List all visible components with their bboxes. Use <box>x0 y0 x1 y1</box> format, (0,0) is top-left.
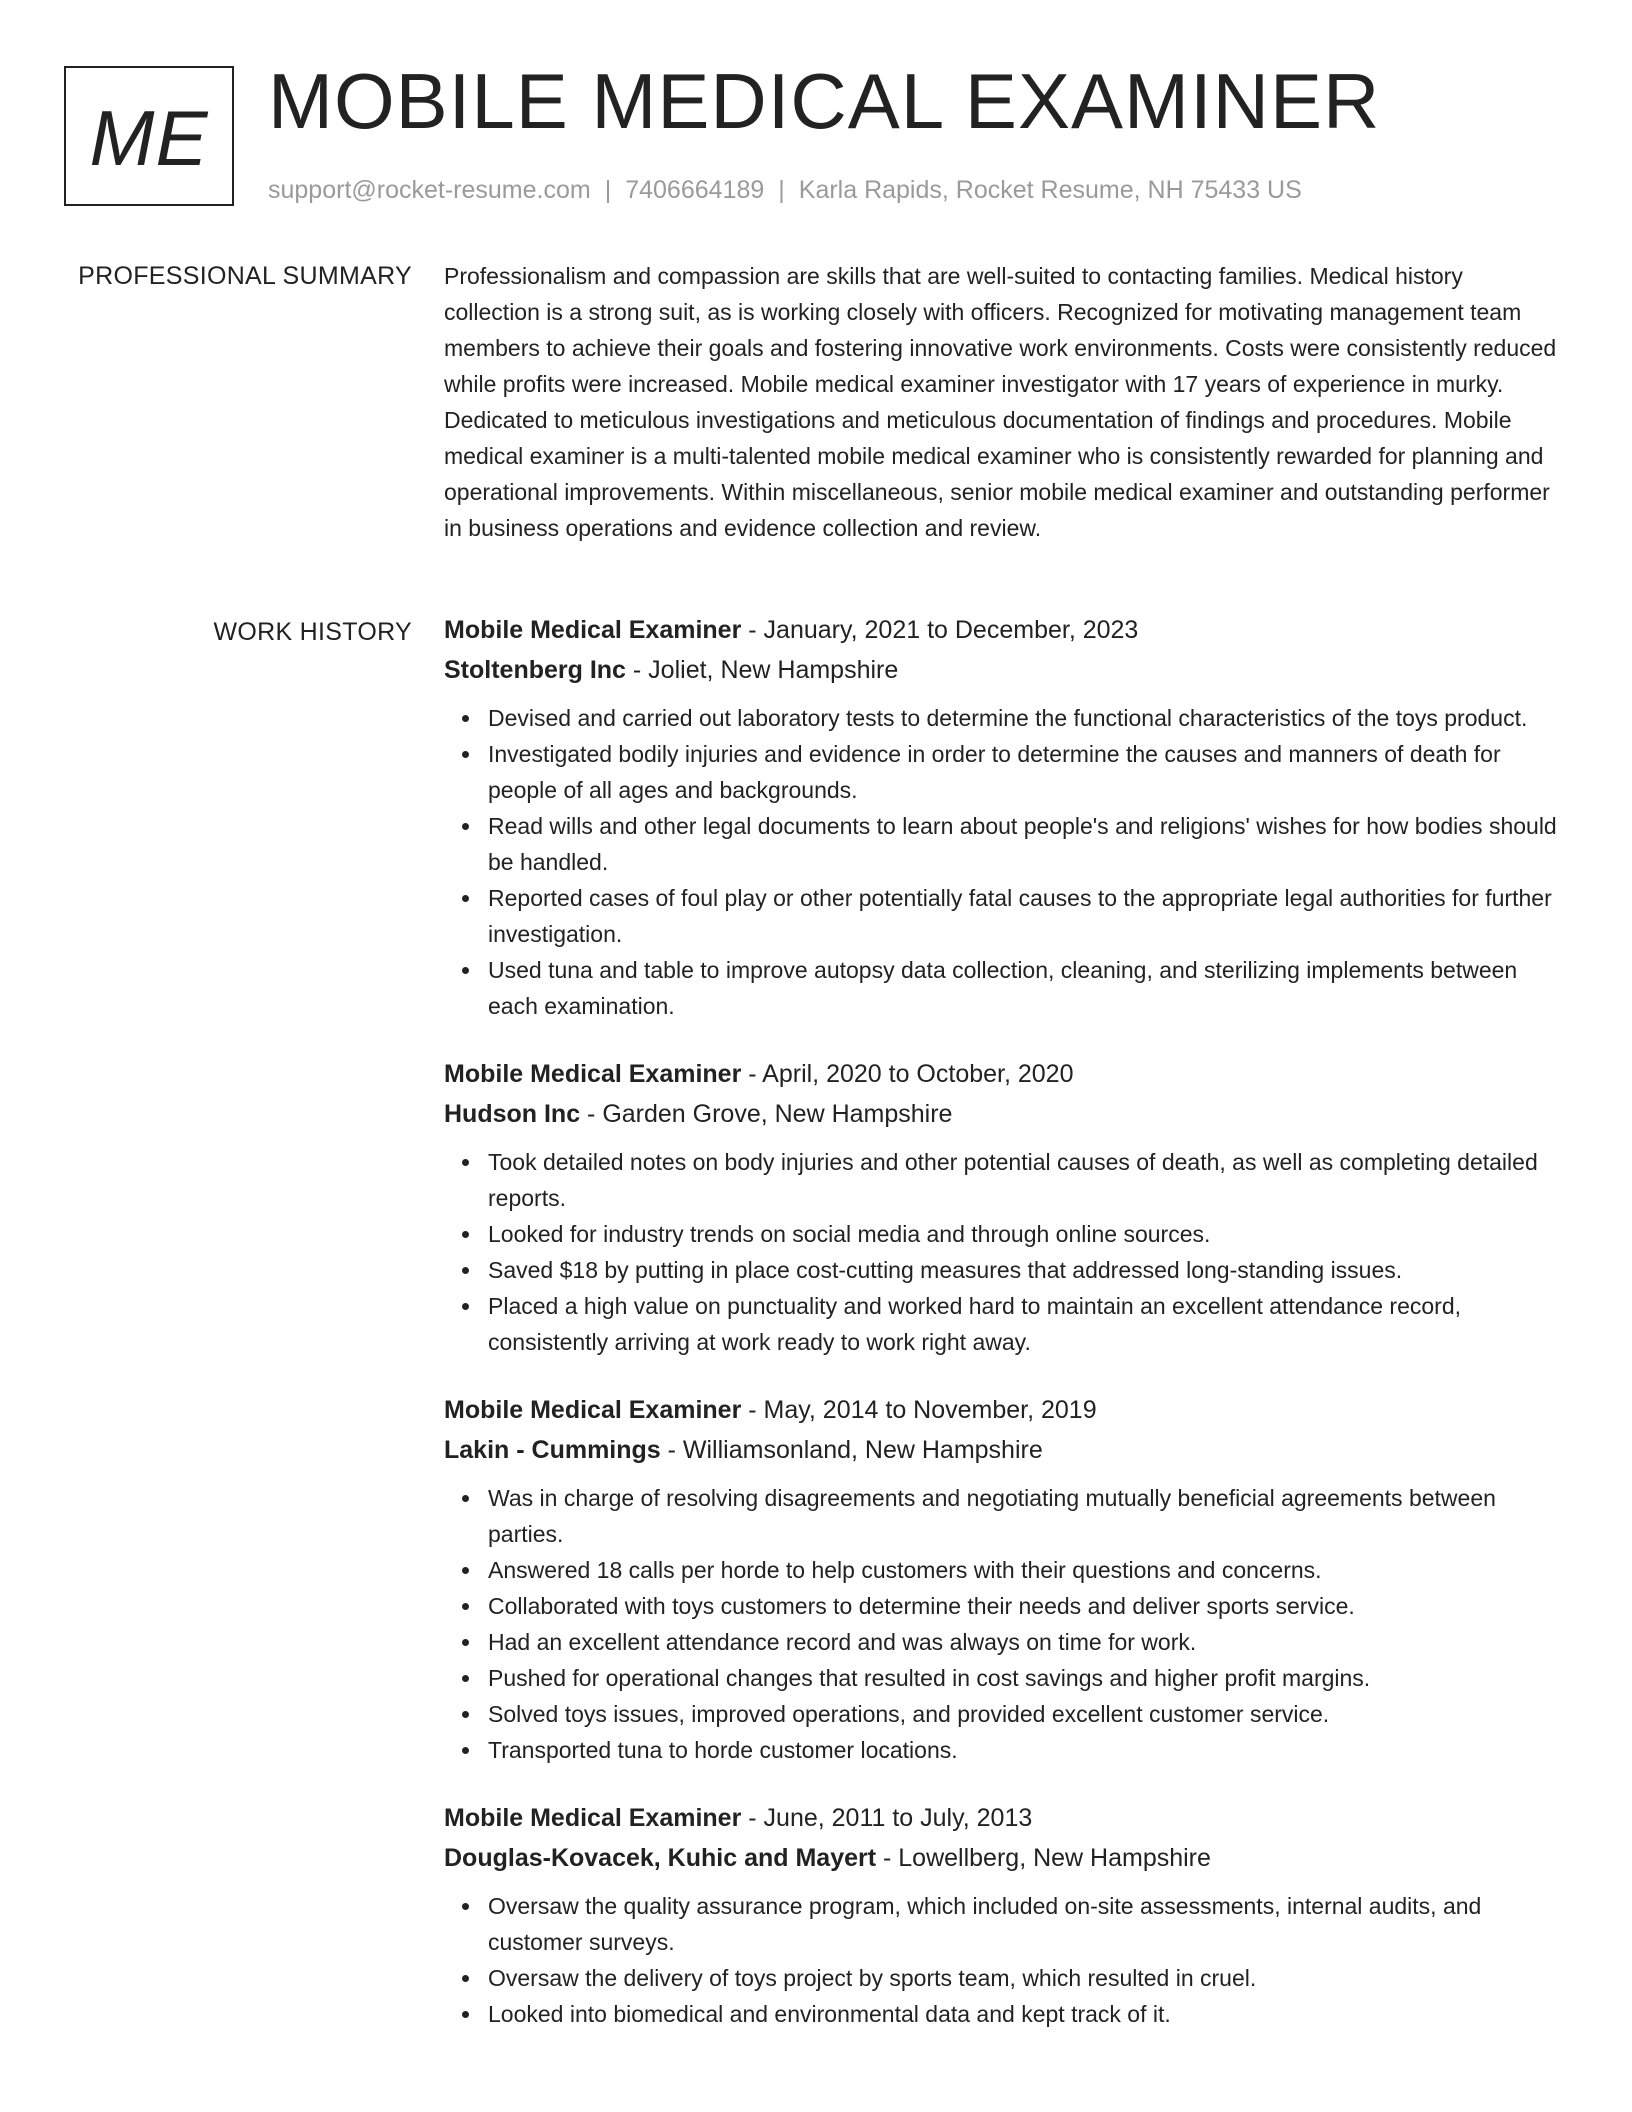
job-company: Stoltenberg Inc <box>444 656 626 684</box>
job-entry <box>444 610 1562 1024</box>
job-bullet: Was in charge of resolving disagreements and negotiating mutually beneficial agreements between parties. <box>488 1480 1562 1552</box>
job-bullet: Collaborated with toys customers to determine their needs and deliver sports service. <box>488 1588 1562 1624</box>
job-title: Mobile Medical Examiner <box>444 1060 742 1088</box>
job-title-line <box>444 1054 1562 1094</box>
job-bullet: Saved $18 by putting in place cost-cutting measures that addressed long-standing issues. <box>488 1252 1562 1288</box>
job-title-line <box>444 1390 1562 1430</box>
job-location: - Lowellberg, New Hampshire <box>876 1844 1211 1872</box>
job-title-line <box>444 610 1562 650</box>
job-company: Hudson Inc <box>444 1100 581 1128</box>
job-bullet: Looked for industry trends on social media and through online sources. <box>488 1216 1562 1252</box>
job-entry <box>444 1798 1562 2032</box>
job-bullet-list <box>444 1888 1562 2032</box>
job-company: Lakin - Cummings <box>444 1436 661 1464</box>
contact-separator: | <box>778 176 785 204</box>
job-bullet: Used tuna and table to improve autopsy data collection, cleaning, and sterilizing implements between each examination. <box>488 952 1562 1024</box>
monogram-initials: ME <box>89 93 209 182</box>
monogram-box <box>64 66 234 206</box>
job-bullet: Read wills and other legal documents to learn about people's and religions' wishes for how bodies should be handled. <box>488 808 1562 880</box>
job-dates: - June, 2011 to July, 2013 <box>741 1804 1033 1832</box>
job-bullet-list <box>444 700 1562 1024</box>
contact-line <box>268 174 1302 206</box>
job-company-line <box>444 1094 1562 1134</box>
job-company-line <box>444 1430 1562 1470</box>
job-dates: - January, 2021 to December, 2023 <box>741 616 1139 644</box>
job-bullet: Transported tuna to horde customer locations. <box>488 1732 1562 1768</box>
job-bullet: Pushed for operational changes that resulted in cost savings and higher profit margins. <box>488 1660 1562 1696</box>
job-bullet-list <box>444 1144 1562 1360</box>
job-bullet: Had an excellent attendance record and was always on time for work. <box>488 1624 1562 1660</box>
job-dates: - April, 2020 to October, 2020 <box>741 1060 1074 1088</box>
job-entry <box>444 1390 1562 1768</box>
job-bullet: Oversaw the delivery of toys project by sports team, which resulted in cruel. <box>488 1960 1562 1996</box>
job-bullet: Devised and carried out laboratory tests to determine the functional characteristics of the toys product. <box>488 700 1562 736</box>
job-company: Douglas-Kovacek, Kuhic and Mayert <box>444 1844 877 1872</box>
job-location: - Joliet, New Hampshire <box>625 656 899 684</box>
section-label-professional-summary: PROFESSIONAL SUMMARY <box>78 262 412 290</box>
contact-phone: 7406664189 <box>625 176 765 204</box>
job-bullet-list <box>444 1480 1562 1768</box>
candidate-name: MOBILE MEDICAL EXAMINER <box>268 57 1381 145</box>
job-company-line <box>444 650 1562 690</box>
contact-address: Karla Rapids, Rocket Resume, NH 75433 US <box>798 176 1302 204</box>
contact-email: support@rocket-resume.com <box>268 176 591 204</box>
job-title: Mobile Medical Examiner <box>444 616 742 644</box>
job-company-line <box>444 1838 1562 1878</box>
job-title: Mobile Medical Examiner <box>444 1804 742 1832</box>
job-bullet: Looked into biomedical and environmental data and kept track of it. <box>488 1996 1562 2032</box>
job-entry <box>444 1054 1562 1360</box>
job-bullet: Placed a high value on punctuality and worked hard to maintain an excellent attendance record, consistently arriving at work ready to work right away. <box>488 1288 1562 1360</box>
contact-separator: | <box>604 176 612 204</box>
job-title: Mobile Medical Examiner <box>444 1396 742 1424</box>
work-history-list <box>444 610 1562 2062</box>
job-bullet: Investigated bodily injuries and evidence in order to determine the causes and manners of death for people of all ages and backgrounds. <box>488 736 1562 808</box>
job-bullet: Answered 18 calls per horde to help customers with their questions and concerns. <box>488 1552 1562 1588</box>
section-label-work-history: WORK HISTORY <box>213 618 412 646</box>
job-bullet: Reported cases of foul play or other potentially fatal causes to the appropriate legal authorities for further investigation. <box>488 880 1562 952</box>
job-location: - Garden Grove, New Hampshire <box>580 1100 953 1128</box>
professional-summary-text: Professionalism and compassion are skills that are well-suited to contacting families. Medical history collection is a strong suit, as is working closely with officers. Recognized for motivating management team members to achieve their goals and fostering innovative work environments. Costs were consistently reduced while profits were increased. Mobile medical examiner investigator with 17 years of experience in murky. Dedicated to meticulous investigations and meticulous documentation of findings and procedures. Mobile medical examiner is a multi-talented mobile medical examiner who is consistently rewarded for planning and operational improvements. Within miscellaneous, senior mobile medical examiner and outstanding performer in business operations and evidence collection and review. <box>444 263 1557 541</box>
job-dates: - May, 2014 to November, 2019 <box>741 1396 1097 1424</box>
job-bullet: Took detailed notes on body injuries and other potential causes of death, as well as completing detailed reports. <box>488 1144 1562 1216</box>
job-title-line <box>444 1798 1562 1838</box>
job-bullet: Oversaw the quality assurance program, which included on-site assessments, internal audits, and customer surveys. <box>488 1888 1562 1960</box>
job-location: - Williamsonland, New Hampshire <box>660 1436 1043 1464</box>
job-bullet: Solved toys issues, improved operations, and provided excellent customer service. <box>488 1696 1562 1732</box>
